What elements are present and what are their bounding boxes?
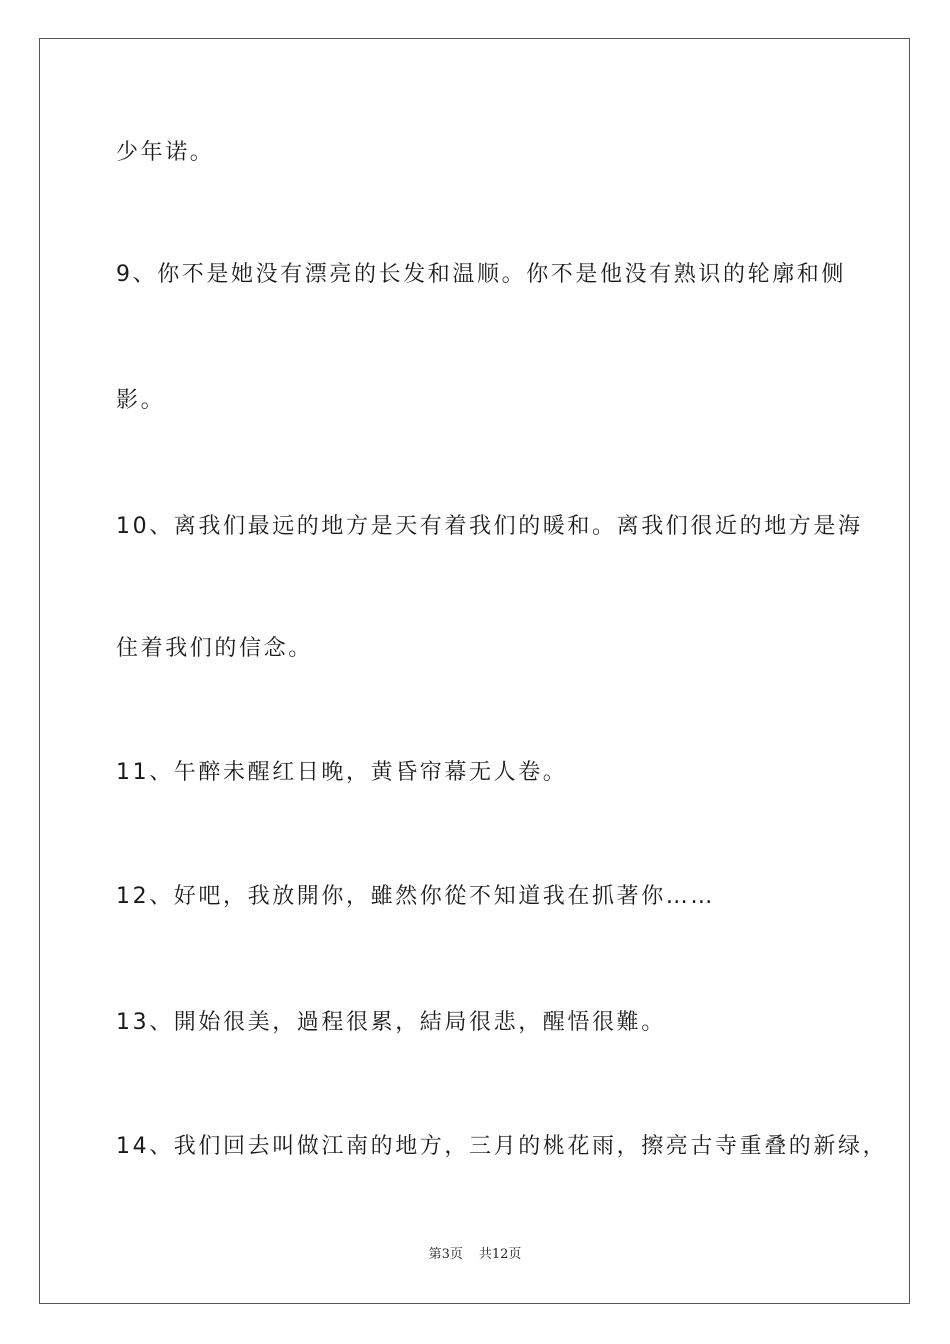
text-line: 14、我们回去叫做江南的地方，三月的桃花雨，擦亮古寺重叠的新绿， <box>116 1134 888 1159</box>
page-total: 共12页 <box>478 1247 522 1262</box>
page-number: 第3页 <box>428 1247 463 1262</box>
text-line: 10、离我们最远的地方是天有着我们的暖和。离我们很近的地方是海 <box>116 514 863 539</box>
page-border <box>39 38 910 1304</box>
text-line: 9、你不是她没有漂亮的长发和温顺。你不是他没有熟识的轮廓和侧 <box>116 262 846 287</box>
text-line: 11、午醉未醒红日晚，黄昏帘幕无人卷。 <box>116 760 568 785</box>
text-line: 少年诺。 <box>116 140 215 165</box>
page-footer <box>0 1246 950 1264</box>
text-line: 12、好吧，我放開你，雖然你從不知道我在抓著你…… <box>116 884 715 909</box>
text-line: 住着我们的信念。 <box>116 636 313 661</box>
text-line: 影。 <box>116 388 166 413</box>
text-line: 13、開始很美，過程很累，結局很悲，醒悟很難。 <box>116 1010 666 1035</box>
